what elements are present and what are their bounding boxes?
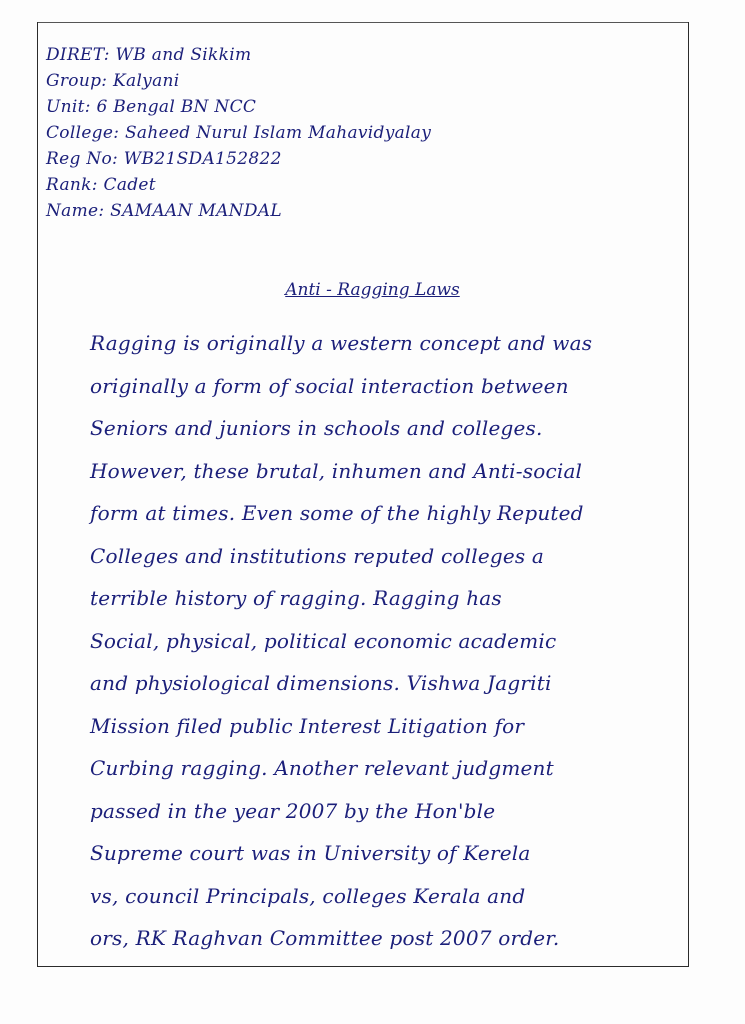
body-line: vs, council Principals, colleges Kerala and <box>90 883 526 908</box>
rank-line: Rank: Cadet <box>46 175 156 195</box>
unit-line: Unit: 6 Bengal BN NCC <box>46 97 257 117</box>
reg-no-line: Reg No: WB21SDA152822 <box>46 149 282 169</box>
page-border-left <box>37 22 38 966</box>
body-line: passed in the year 2007 by the Hon'ble <box>90 798 496 823</box>
body-line: and physiological dimensions. Vishwa Jagriti <box>90 671 552 695</box>
body-line: ors, RK Raghvan Committee post 2007 order. <box>90 926 560 950</box>
body-line: originally a form of social interaction between <box>90 373 569 398</box>
body-line: Colleges and institutions reputed colleges a <box>90 543 545 568</box>
body-line: Seniors and juniors in schools and colleges. <box>90 416 543 440</box>
body-line: However, these brutal, inhumen and Anti-social <box>90 458 583 483</box>
body-line: terrible history of ragging. Ragging has <box>90 586 502 610</box>
body-line: Ragging is originally a western concept and was <box>90 331 593 355</box>
body-line: Curbing ragging. Another relevant judgment <box>90 756 554 780</box>
page-border-right <box>688 22 689 966</box>
essay-body <box>90 322 680 960</box>
cadet-details <box>46 42 666 224</box>
body-line: Supreme court was in University of Kerela <box>90 841 531 865</box>
directorate-line: DIRET: WB and Sikkim <box>46 45 252 65</box>
body-line: form at times. Even some of the highly Reputed <box>90 501 584 525</box>
essay-title: Anti - Ragging Laws <box>285 280 460 300</box>
name-line: Name: SAMAAN MANDAL <box>46 201 282 221</box>
page-border-top <box>37 22 689 23</box>
college-line: College: Saheed Nurul Islam Mahavidyalay <box>46 123 432 143</box>
body-line: Mission filed public Interest Litigation for <box>90 713 525 738</box>
page-border-bottom <box>37 966 689 967</box>
body-line: Social, physical, political economic academic <box>90 628 557 653</box>
group-line: Group: Kalyani <box>46 71 180 91</box>
